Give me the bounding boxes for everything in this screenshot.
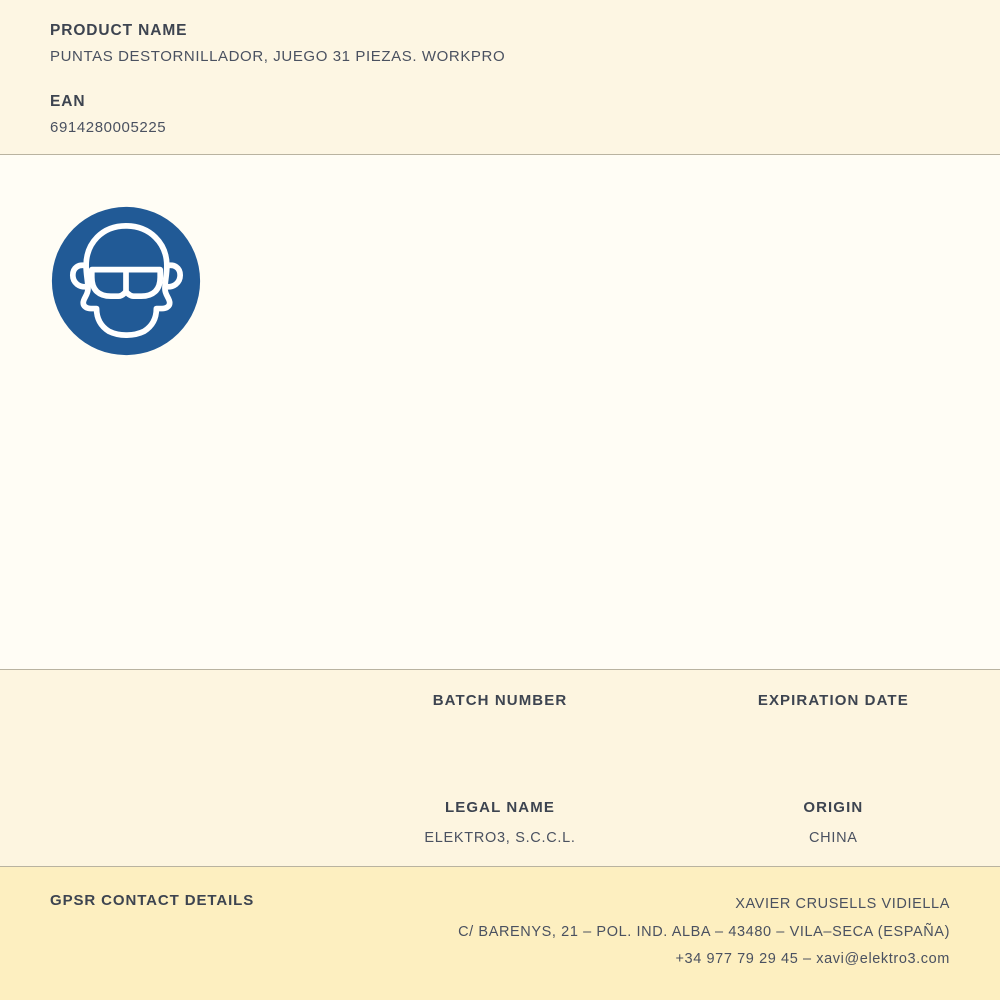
- info-row-batch: [0, 692, 1000, 741]
- ean-label: EAN: [50, 93, 86, 110]
- batch-number-cell: [333, 692, 666, 741]
- product-name-field: [50, 22, 950, 65]
- gpsr-contact-label: GPSR CONTACT DETAILS: [50, 892, 255, 910]
- legal-name-value: ELEKTRO3, S.C.C.L.: [424, 830, 576, 847]
- origin-label: ORIGIN: [803, 799, 864, 817]
- product-name-value: PUNTAS DESTORNILLADOR, JUEGO 31 PIEZAS. WORKPRO: [50, 48, 506, 65]
- contact-name: XAVIER CRUSELLS VIDIELLA: [735, 896, 950, 913]
- legal-name-cell: [333, 799, 666, 848]
- ean-value: 6914280005225: [50, 119, 167, 136]
- origin-cell: [667, 799, 1000, 848]
- origin-value: CHINA: [809, 830, 858, 847]
- info-cell-spacer-left: [0, 692, 333, 741]
- legal-name-label: LEGAL NAME: [445, 799, 555, 817]
- expiration-date-cell: [667, 692, 1000, 741]
- footer-section: [0, 867, 1000, 1000]
- gpsr-contact-details: [458, 891, 950, 974]
- product-name-label: PRODUCT NAME: [50, 22, 188, 39]
- batch-number-value: [343, 723, 656, 741]
- header-section: [0, 0, 1000, 154]
- expiration-date-label: EXPIRATION DATE: [757, 692, 909, 710]
- info-row-legal: [0, 799, 1000, 848]
- batch-number-label: BATCH NUMBER: [432, 692, 568, 710]
- pictogram-section: [0, 155, 1000, 669]
- wear-eye-protection-icon: [50, 205, 202, 357]
- info-section: [0, 670, 1000, 866]
- ean-field: [50, 93, 950, 136]
- contact-phone-email: +34 977 79 29 45 – xavi@elektro3.com: [675, 951, 950, 968]
- info-cell-spacer-left-2: [0, 799, 333, 848]
- contact-address: C/ BARENYS, 21 – POL. IND. ALBA – 43480 – VILA–SECA (ESPAÑA): [458, 923, 950, 940]
- expiration-date-value: [677, 723, 990, 741]
